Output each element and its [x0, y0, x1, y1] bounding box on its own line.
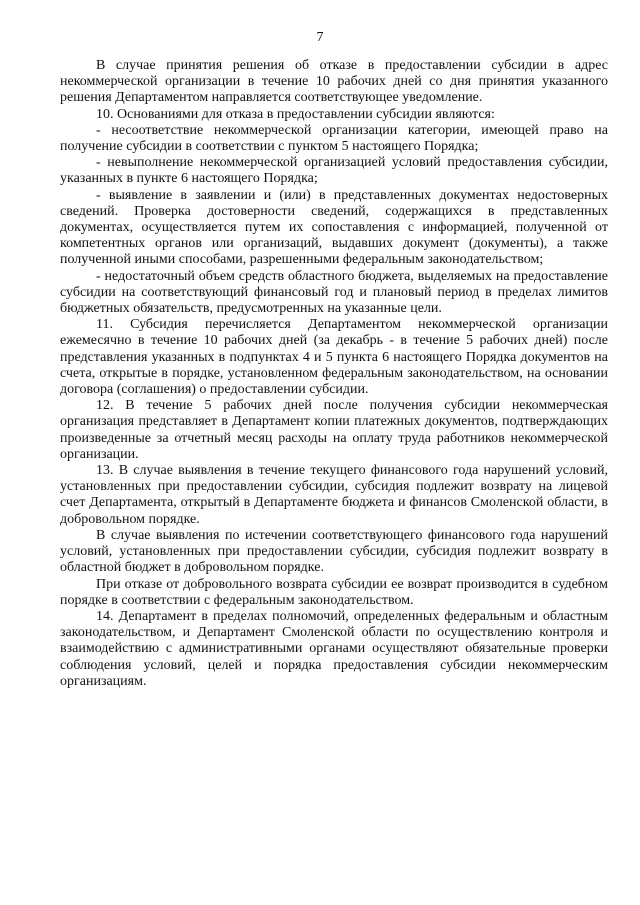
list-item-insufficient-funds: - недостаточный объем средств областного бюджета, выделяемых на предоставление субсидии на соответствующий финансовый год и плановый период в пределах лимитов бюджетных обязательств, предусмотренных на указанные цели.: [60, 268, 608, 317]
paragraph-12-documents: 12. В течение 5 рабочих дней после получения субсидии некоммерческая организация представляет в Департамент копии платежных документов, подтверждающих произведенные за отчетный месяц расходы на оплату труда работников некоммерческой организации.: [60, 398, 608, 462]
paragraph-refusal-notice: В случае принятия решения об отказе в предоставлении субсидии в адрес некоммерческой организации в течение 10 рабочих дней со дня принятия указанного решения Департаментом направляется соответствующее уведомление.: [60, 58, 608, 106]
paragraph-court-return: При отказе от добровольного возврата субсидии ее возврат производится в судебном порядке в соответствии с федеральным законодательством.: [60, 576, 608, 608]
page-number: 7: [316, 30, 324, 45]
list-item-category-mismatch: - несоответствие некоммерческой организации категории, имеющей право на получение субсидии в соответствии с пунктом 5 настоящего Порядка;: [60, 122, 608, 155]
paragraph-10-refusal-grounds: 10. Основаниями для отказа в предоставлении субсидии являются:: [96, 106, 495, 122]
list-item-inaccurate-info: - выявление в заявлении и (или) в представленных документах недостоверных сведений. Проверка достоверности сведений, содержащихся в представленных документах, осуществляется путем их сопоставления с информацией, полученной от компетентных органов или организаций, выдавших документ (документы), а также полученной иными способами, разрешенными федеральным законодательством;: [60, 187, 608, 268]
paragraph-11-transfer: 11. Субсидия перечисляется Департаментом некоммерческой организации ежемесячно в течение 10 рабочих дней (за декабрь - в течение 5 рабочих дней) после представления указанных в подпунктах 4 и 5 пункта 6 настоящего Порядка документов на счета, открытые в порядке, установленном федеральным законодательством, на основании договора (соглашения) о предоставлении субсидии.: [60, 317, 608, 398]
document-body: [60, 58, 608, 690]
paragraph-14-inspections: 14. Департамент в пределах полномочий, определенных федеральным и областным законодательством, и Департамент Смоленской области по осуществлению контроля и взаимодействию с административными органами осуществляют обязательные проверки соблюдения условий, целей и порядка предоставления субсидии некоммерческим организациям.: [60, 608, 608, 689]
paragraph-return-after-year: В случае выявления по истечении соответствующего финансового года нарушений условий, установленных при предоставлении субсидии, субсидия подлежит возврату в областной бюджет в добровольном порядке.: [60, 527, 608, 576]
paragraph-13-return: 13. В случае выявления в течение текущего финансового года нарушений условий, установленных при предоставлении субсидии, субсидия подлежит возврату на лицевой счет Департамента, открытый в Департаменте бюджета и финансов Смоленской области, в добровольном порядке.: [60, 463, 608, 527]
list-item-conditions-not-met: - невыполнение некоммерческой организацией условий предоставления субсидии, указанных в пункте 6 настоящего Порядка;: [60, 155, 608, 187]
